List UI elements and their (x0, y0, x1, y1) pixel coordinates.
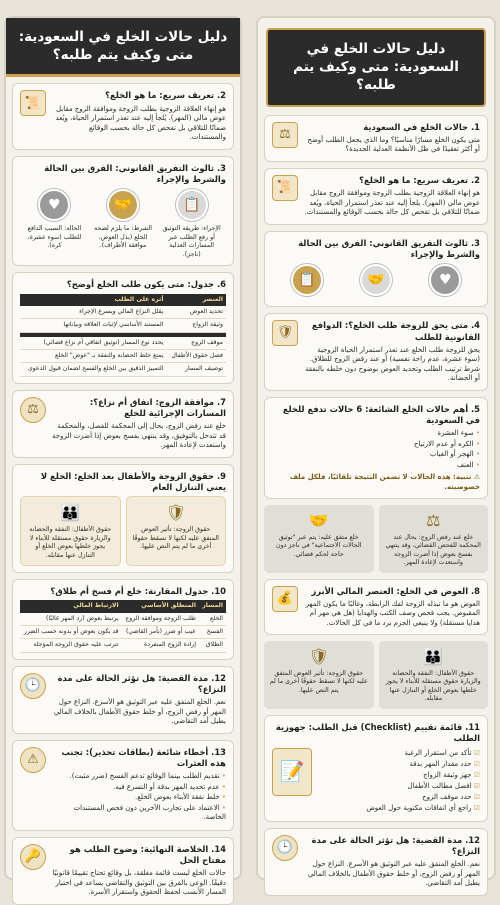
table-cell: يقلل النزاع المالي ويسرع الإجراء (20, 306, 166, 319)
left-section-7 (12, 390, 234, 458)
right-rights-cards (264, 641, 488, 709)
wife-rights-text: حقوق الزوجة: تأثير العوض المتفق عليه لكنها لا تسقط حقوقًا أخرى ما لم يتم النص عليها. (269, 669, 368, 694)
left-section-12 (12, 666, 234, 734)
table-row (20, 319, 226, 332)
right-s12-heading: 12. مدة القضية: هل تؤثر الحالة على مدة النزاع؟ (311, 834, 480, 856)
list-item: • سوء العشرة (272, 429, 480, 438)
warning-icon: ⚠ (20, 747, 46, 773)
right-section-3 (264, 231, 488, 308)
right-s5-note: تنبيه: هذه الحالات لا تضمن النتيجة تلقائيًا، فلكل ملف خصوصيته. (289, 473, 480, 491)
table-header: الارتباط المالي (20, 600, 122, 612)
table-row (20, 306, 226, 319)
table-row (20, 613, 226, 626)
table-cell: الفسخ (199, 626, 226, 639)
right-section-11 (264, 715, 488, 822)
left-section-14 (12, 837, 234, 905)
refused-khula-card (379, 505, 489, 573)
shield-icon: 🛡 (272, 320, 298, 346)
table-cell: يرتبط بعوض (رد المهر غالبًا) (20, 613, 122, 626)
table-header: المنطلق الأساسي (122, 600, 199, 612)
wife-rights-card (264, 641, 374, 709)
children-rights-text: حقوق الأطفال: النفقة والحضانة والزيارة حقوق مستقلة للأبناء لا يجوز خلطها بعوض الخلع أو التنازل عنها مقابله. (29, 526, 112, 559)
checklist-item: ☑ حدد موقف الزوج (318, 793, 480, 802)
right-section-1 (264, 115, 488, 162)
left-infographic (6, 18, 240, 897)
key-icon: 🔑 (20, 844, 46, 870)
right-s1-heading: 1. حالات الخلع في السعودية (363, 121, 480, 132)
right-s11-heading: 11. قائمة تقييم (Checklist) قبل الطلب: جهوزية الطلب (275, 721, 480, 744)
table-row (20, 639, 226, 652)
table-cell: تحديد العوض (166, 306, 226, 319)
handshake-icon: 🤝 (107, 189, 139, 221)
list-item: • عدم تحديد المهر بدقة أو التسرع فيه. (52, 783, 226, 792)
left-section-10 (12, 579, 234, 660)
heart-icon: ♥ (38, 189, 70, 221)
left-s14-heading: 14. الخلاصة النهائية: وضوح الطلب هو مفتاح الحل (69, 843, 226, 865)
family-icon: 👪 (60, 503, 81, 523)
refused-khula-text: خلع عند رفض الزوج: يحال عند المحكمة للفحص القضائي، وقد ينتهي بفسخ بعوض إذا أضرت الزوجة واستعدت لإعادة المهر. (385, 533, 481, 567)
table-row (20, 363, 226, 376)
right-s5-heading: 5. أهم حالات الخلع الشائعة: 6 حالات تدفع للخلع في السعودية (282, 403, 480, 425)
clock-icon: 🕒 (20, 673, 46, 699)
table-cell: تترتب عليه حقوق الزوجة المؤجلة (20, 639, 122, 652)
heart-icon: ♥ (429, 264, 461, 296)
list-item: • العنف (272, 461, 480, 470)
list-item: • الهجر أو الغياب (272, 450, 480, 459)
left-s3-label-condition: الشرط: ما يلزم لصحة الخلع (بذل العوض، موافقة الأطراف). (94, 225, 153, 250)
agreed-khula-card (264, 505, 374, 573)
right-s12-body: نعم. الخلع المتفق عليه عبر التوثيق هو الأسرع. النزاع حول المهر أو رفض الزوج، أو خلط حقوق الأطفال بالخلاف المالي يطيل أمد التقاضي. (307, 860, 480, 888)
table-cell: إرادة الزوج المنفردة (122, 639, 199, 652)
checklist-item: ☑ راجع أي اتفاقات مكتوبة حول العوض (318, 804, 480, 813)
money-bag-icon: 💰 (272, 586, 298, 612)
left-s7-heading: 7. موافقة الزوج: اتفاق أم نزاع؟: المسارات الإجرائية للخلع (89, 396, 226, 419)
checklist-icon: 📋 (176, 189, 208, 221)
right-title: دليل حالات الخلع في السعودية: متى وكيف يتم طلبه؟ (266, 28, 486, 107)
table-cell: وثيقة الزواج (166, 319, 226, 332)
right-s2-body: هو إنهاء العلاقة الزوجية بطلب الزوجة وموافقة الزوج مقابل عوض مالي (المهر). يلجأ إليه عند تعذر استمرار الحياة، ويُعد ضمانًا للتلاقي بل تفحص كل حالة بحسب الوقائع والمستندات. (304, 189, 480, 217)
right-infographic (258, 18, 494, 888)
handshake-icon: 🤝 (360, 264, 392, 296)
left-s6-heading: 6. جدول: متى يكون طلب الخلع أوضح؟ (66, 279, 226, 290)
right-section-8 (264, 579, 488, 636)
list-item: • الاعتماد على تجارب الآخرين دون فحص المستندات الخاصة. (52, 804, 226, 823)
checklist-item: ☑ حدد مقدار المهر بدقة (318, 760, 480, 769)
left-s3-label-procedure: الإجراء: طريقة التوثيق أو رفع الطلب عبر المسارات العدلية (ناجز). (162, 225, 221, 258)
table-cell: عيب أو ضرر (بأمر القاضي) (122, 626, 199, 639)
left-s2-body: هو إنهاء العلاقة الزوجية بطلب الزوجة وموافقة الزوج مقابل عوض مالي (المهر). يُلجأ إليه عند تعذر استمرار الحياة، ويُعد ضمانًا للتلاقي بل تفحص كل حالة بحسب الوقائع والمستندات. (55, 104, 226, 142)
checklist-item: ☑ جهز وثيقة الزواج (318, 771, 480, 780)
checklist-item: ☑ افصل مطالب الأطفال (318, 782, 480, 791)
right-agreement-cards (264, 505, 488, 573)
document-pen-icon: 📝 (272, 748, 312, 796)
wife-rights-card (126, 496, 227, 566)
list-item: • خلط نفقة الأبناء بعوض الخلع. (52, 793, 226, 802)
left-s3-label-case: الحالة: السبب الدافع للطلب (سوء عشرة، كره). (27, 225, 82, 250)
handshake-icon: 🤝 (308, 510, 329, 530)
table-header: المسار (199, 600, 226, 612)
right-s8-body: العوض هو ما تبذله الزوجة لفك الرابطة، وغالبًا ما يكون المهر المقبوض. يجب فحص وصف الكتب والهدايا (هل هي مهر أم هدايا مستقلة) ولا ينبغي الجزم برد ما في كل الحالات. (305, 599, 480, 627)
table-cell: قد يكون بعوض أو بدونه حسب الضرر (20, 626, 122, 639)
warning-icon: ⚠ (471, 473, 480, 482)
left-s2-heading: 2. تعريف سريع: ما هو الخلع؟ (105, 90, 226, 101)
table-row (20, 337, 226, 350)
family-icon: 👪 (423, 647, 444, 667)
right-section-5 (264, 397, 488, 499)
list-item: • الكره أو عدم الارتياح (272, 440, 480, 449)
table-cell: توصيف المسار (166, 363, 226, 376)
left-section-6 (12, 272, 234, 384)
children-rights-card (20, 496, 121, 566)
table-cell: موقف الزوج (166, 337, 226, 350)
table-cell: الطلاق (199, 639, 226, 652)
scales-icon: ⚖ (20, 397, 46, 423)
clock-icon: 🕒 (272, 835, 298, 861)
left-section-2 (12, 83, 234, 149)
certificate-icon: 📜 (272, 175, 298, 201)
right-section-4 (264, 313, 488, 390)
certificate-icon: 📜 (20, 90, 46, 116)
left-s10-heading: 10. جدول المقارنة: خلع أم فسخ أم طلاق؟ (50, 586, 226, 596)
shield-icon: 🛡 (308, 647, 329, 667)
right-section-2 (264, 168, 488, 225)
left-s10-table (20, 600, 226, 652)
right-s4-heading: 4. متى يحق للزوجة طلب الخلع؟: الدوافع القانونية للطلب (311, 320, 480, 342)
left-section-13 (12, 740, 234, 831)
table-cell: طلب الزوجة وموافقة الزوج (122, 613, 199, 626)
list-item: • تقديم الطلب بينما الوقائع تدعم الفسخ (ضرر مثبت). (52, 772, 226, 781)
table-cell: يحدد نوع المسار (توثيق اتفاقي أم نزاع قضائي) (20, 337, 166, 350)
left-s14-body: حالات الخلع ليست قائمة مغلقة، بل وقائع تحتاج تقييمًا قانونيًا دقيقًا. الوعي بالفرق بين التوثيق والتقاضي يساعد في اختيار المسار الأنسب لحفظ الحقوق واستقرار الأسرة. (52, 869, 226, 897)
checklist-item: ☑ تأكد من استقرار الرغبة (318, 749, 480, 758)
right-s8-heading: 8. العوض في الخلع: العنصر المالي الأبرز (311, 585, 480, 596)
left-s9-heading: 9. حقوق الزوجة والأطفال بعد الخلع: الخلع لا يعني التنازل العام (40, 470, 226, 493)
children-rights-text: حقوق الأطفال: النفقة والحضانة والزيارة حقوق مستقلة للأبناء لا يجوز خلطها بعوض الخلع أو التنازل عنها مقابله. (385, 669, 481, 703)
wife-rights-text: حقوق الزوجة: تأثير العوض المتفق عليه لكنها لا تسقط حقوقًا أخرى ما لم يتم النص عليها. (132, 526, 219, 550)
scales-icon: ⚖ (272, 122, 298, 148)
left-s13-heading: 13. أخطاء شائعة (بطاقات تحذير): تجنب هذه العثرات (61, 746, 226, 769)
left-s7-body: خلع عند رفض الزوج، يحال إلى المحكمة للفصل، والمحكمة قد تتدخل بالتوفيق، وقد ينتهي بفسخ بعوض إذا أضرت الزوجة واستعدت لإعادة المهر. (52, 422, 226, 450)
right-s3-heading: 3. ثالوث التفريق القانوني: الفرق بين الحالة والشرط والإجراء (298, 237, 480, 259)
table-cell: يمنع خلط الحضانة والنفقة بـ "عوض" الخلع (20, 350, 166, 363)
table-cell: المستند الأساسي لإثبات العلاقة وبياناتها (20, 319, 166, 332)
checklist-icon: 📋 (291, 264, 323, 296)
left-s12-body: نعم. الخلع المتفق عليه عبر التوثيق هو الأسرع. النزاع حول المهر أو رفض الزوج، أو خلط حقوق الأطفال بالخلاف المالي يطيل أمد التقاضي. (53, 698, 226, 726)
left-s6-table (20, 294, 226, 377)
right-s1-body: متى يكون الخلع مسارًا مناسبًا؟ وما الذي يجعل الطلب أوضح أو أكثر تعقيدًا في ظل الأنظمة العدلية الجديدة؟ (307, 136, 480, 154)
scales-icon: ⚖ (426, 510, 441, 530)
table-cell: الخلع (199, 613, 226, 626)
agreed-khula-text: خلع متفق عليه: يتم عبر "توثيق الحالات الاجتماعية" في ناجز دون حاجة لحكم قضائي. (275, 533, 362, 558)
left-section-9 (12, 464, 234, 573)
table-header: أثره على الطلب (20, 294, 166, 306)
right-section-12 (264, 828, 488, 896)
table-row (20, 626, 226, 639)
left-section-3 (12, 156, 234, 267)
table-cell: التمييز الدقيق بين الخلع والفسخ لضمان قبول الدعوى (20, 363, 166, 376)
shield-icon: 🛡 (165, 503, 186, 523)
right-s4-body: يحق للزوجة طلب الخلع عند تعذر استمرار الحياة الزوجية (سوء عشرة، عدم راحة نفسية) أو عند رفض الزوج للطلاق. شرط ترتيب الطلب وتحديد العوض بوضوح دون خلطه بالنفقة أو الحضانة. (304, 345, 480, 383)
table-row (20, 350, 226, 363)
right-s2-heading: 2. تعريف سريع: ما هو الخلع؟ (359, 174, 480, 185)
table-header: العنصر (166, 294, 226, 306)
left-title: دليل حالات الخلع في السعودية: متى وكيف يتم طلبه؟ (6, 18, 240, 77)
table-cell: فصل حقوق الأطفال (166, 350, 226, 363)
left-s12-heading: 12. مدة القضية: هل تؤثر الحالة على مدة النزاع؟ (57, 672, 226, 695)
children-rights-card (379, 641, 489, 709)
left-s3-heading: 3. ثالوث التفريق القانوني: الفرق بين الحالة والشرط والإجراء (44, 162, 226, 184)
